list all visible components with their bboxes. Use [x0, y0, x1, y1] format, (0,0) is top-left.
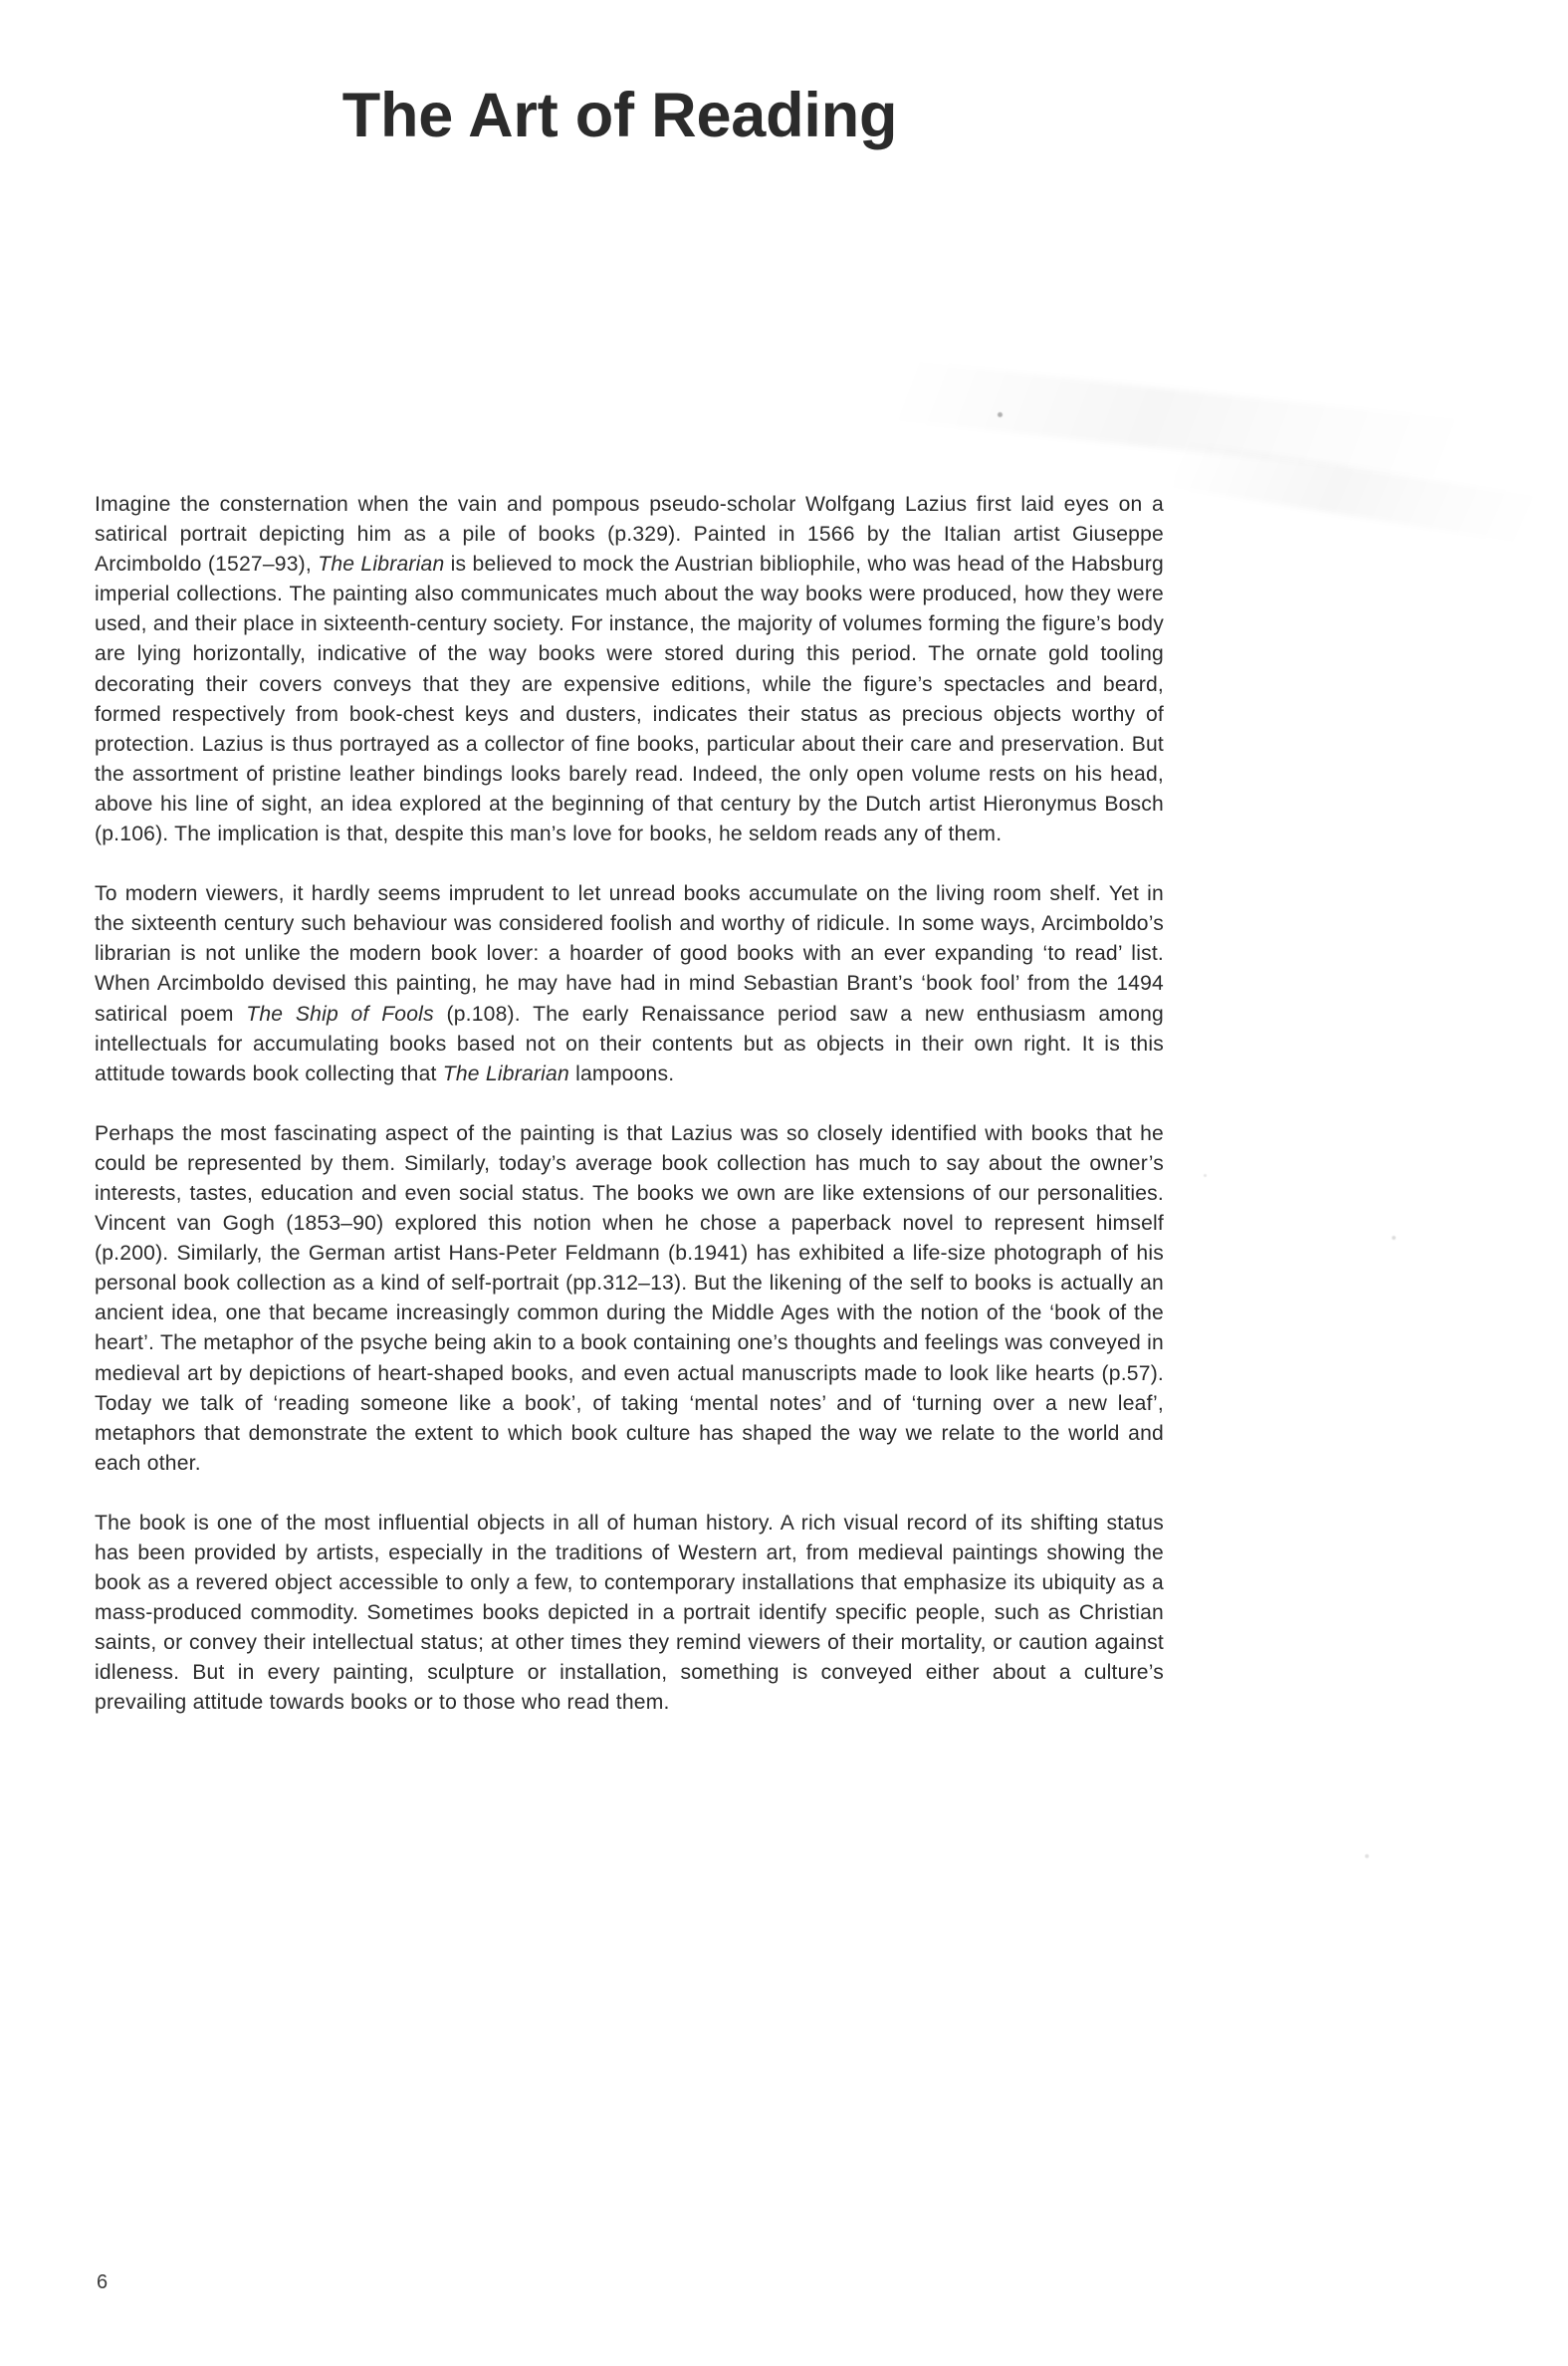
scan-speck-artifact — [1204, 1174, 1207, 1177]
paragraph-2: To modern viewers, it hardly seems imprudent to let unread books accumulate on the living room shelf. Yet in the sixteenth century such behaviour was considered foolish and worthy of ridicule. In some ways, Arcimboldo’s librarian is not unlike the modern book lover: a hoarder of good books with an ever expanding ‘to read’ list. When Arcimboldo devised this painting, he may have had in mind Sebastian Brant’s ‘book fool’ from the 1494 satirical poem The Ship of Fools (p.108). The early Renaissance period saw a new enthusiasm among intellectuals for accumulating books based not on their contents but as objects in their own right. It is this attitude towards book collecting that The Librarian lampoons. — [95, 882, 1164, 1085]
scan-speck-artifact — [1365, 1854, 1369, 1858]
paragraph-3: Perhaps the most fascinating aspect of the painting is that Lazius was so closely identified with books that he could be represented by them. Similarly, today’s average book collection has much to say about the owner’s interests, tastes, education and even social status. The books we own are like extensions of our personalities. Vincent van Gogh (1853–90) explored this notion when he chose a paperback novel to represent himself (p.200). Similarly, the German artist Hans-Peter Feldmann (b.1941) has exhibited a life-size photograph of his personal book collection as a kind of self-portrait (pp.312–13). But the likening of the self to books is actually an ancient idea, one that became increasingly common during the Middle Ages with the notion of the ‘book of the heart’. The metaphor of the psyche being akin to a book containing one’s thoughts and feelings was conveyed in medieval art by depictions of heart-shaped books, and even actual manuscripts made to look like hearts (p.57). Today we talk of ‘reading someone like a book’, of taking ‘mental notes’ and of ‘turning over a new leaf’, metaphors that demonstrate the extent to which book culture has shaped the way we relate to the world and each other. — [95, 1121, 1164, 1475]
page-number: 6 — [97, 2271, 109, 2293]
scan-speck-artifact — [998, 412, 1003, 417]
paragraph-4: The book is one of the most influential objects in all of human history. A rich visual record of its shifting status has been provided by artists, especially in the traditions of Western art, from medieval paintings showing the book as a revered object accessible to only a few, to contemporary installations that emphasize its ubiquity as a mass-produced commodity. Sometimes books depicted in a portrait identify specific people, such as Christian saints, or convey their intellectual status; at other times they remind viewers of their mortality, or caution against idleness. But in every painting, sculpture or installation, something is conveyed either about a culture’s prevailing attitude towards books or to those who read them. — [95, 1511, 1164, 1715]
scan-streak-artifact — [899, 361, 1459, 479]
paragraph-1: Imagine the consternation when the vain and pompous pseudo-scholar Wolfgang Lazius first laid eyes on a satirical portrait depicting him as a pile of books (p.329). Painted in 1566 by the Italian artist Giuseppe Arcimboldo (1527–93), The Librarian is believed to mock the Austrian bibliophile, who was head of the Habsburg imperial collections. The painting also communicates much about the way books were produced, how they were used, and their place in sixteenth-century society. For instance, the majority of volumes forming the figure’s body are lying horizontally, indicative of the way books were stored during this period. The ornate gold tooling decorating their covers conveys that they are expensive editions, while the figure’s spectacles and beard, formed respectively from book-chest keys and dusters, indicates their status as precious objects worthy of protection. Lazius is thus portrayed as a collector of fine books, particular about their care and preservation. But the assortment of pristine leather bindings looks barely read. Indeed, the only open volume rests on his head, above his line of sight, an idea explored at the beginning of that century by the Dutch artist Hieronymus Bosch (p.106). The implication is that, despite this man’s love for books, he seldom reads any of them. — [95, 493, 1164, 846]
page-title: The Art of Reading — [341, 81, 898, 151]
body-text-column — [95, 490, 1164, 1719]
scan-speck-artifact — [1392, 1236, 1396, 1240]
scan-streak-artifact-secondary — [1173, 440, 1534, 544]
